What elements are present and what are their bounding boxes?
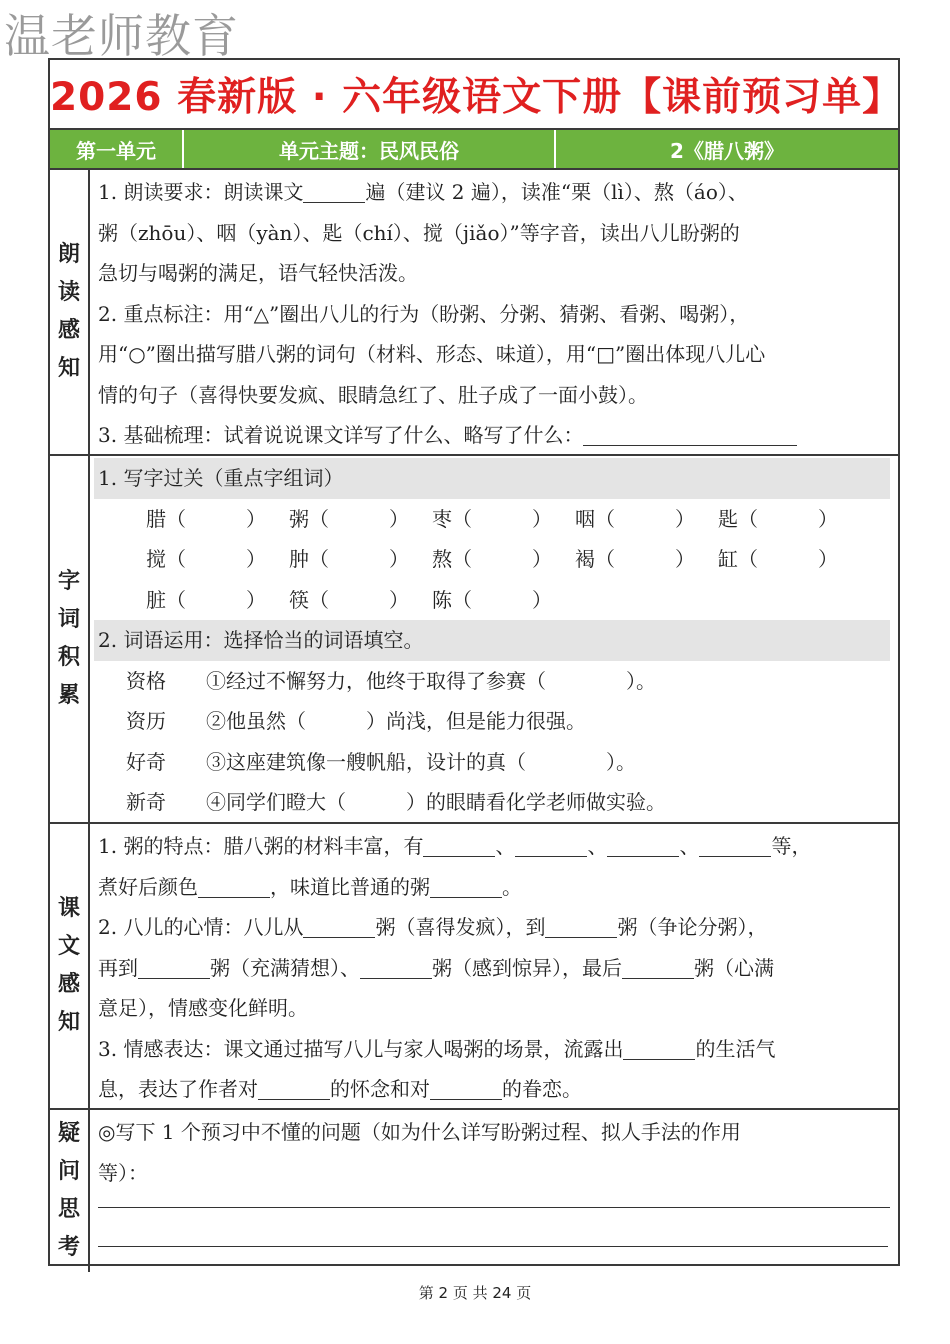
lesson-label: 2《腊八粥》 xyxy=(670,138,784,163)
word-pair-row xyxy=(98,782,890,823)
char-item[interactable]: 缸（ ） xyxy=(718,547,838,571)
question-label: 疑 问 思 考 xyxy=(50,1110,90,1272)
choice-word: 新奇 xyxy=(126,790,166,814)
char-item[interactable]: 咽（ ） xyxy=(575,506,695,531)
char-item[interactable]: 腊（ ） xyxy=(146,506,266,531)
words-section xyxy=(50,456,898,824)
choice-word: 资格 xyxy=(126,668,166,693)
text-line-5: 意足），情感变化鲜明。 xyxy=(98,996,308,1020)
page-footer: 第 2 页 共 24 页 xyxy=(418,1284,532,1302)
mood-blank[interactable] xyxy=(138,954,210,979)
ingredient-blank[interactable] xyxy=(699,832,771,857)
chars-row-3 xyxy=(98,580,890,621)
text-line-4: 再到 粥（充满猜想）、 粥（感到惊异），最后 粥（心满 xyxy=(98,955,774,980)
text-label: 课 文 感 知 xyxy=(50,824,90,1108)
char-item[interactable]: 陈（ ） xyxy=(432,587,552,612)
summary-blank[interactable] xyxy=(583,421,797,446)
ingredient-blank[interactable] xyxy=(423,832,495,857)
page-title: 2026 春新版 · 六年级语文下册【课前预习单】 xyxy=(50,60,898,130)
text-line-3: 2. 八儿的心情：八儿从 粥（喜得发疯），到 粥（争论分粥）， xyxy=(98,915,768,939)
char-item[interactable]: 匙（ ） xyxy=(718,506,838,531)
unit-label: 第一单元 xyxy=(50,130,184,168)
answer-line[interactable] xyxy=(98,1208,888,1247)
chars-row-1 xyxy=(98,499,890,540)
char-item[interactable]: 筷（ ） xyxy=(289,587,409,612)
question-section xyxy=(50,1110,898,1272)
fill-sentence[interactable]: ①经过不懈努力，他终于取得了参赛（ ）。 xyxy=(206,668,656,693)
char-item[interactable]: 脏（ ） xyxy=(146,587,266,612)
mood-blank[interactable] xyxy=(545,913,617,938)
reading-line-2: 粥（zhōu）、咽（yàn）、匙（chí）、搅（jiǎo）”等字音，读出八儿盼粥的 xyxy=(98,220,740,245)
reading-line-7: 3. 基础梳理：试着说说课文详写了什么、略写了什么： xyxy=(98,415,890,456)
reading-line-4: 2. 重点标注：用“△”圈出八儿的行为（盼粥、分粥、猜粥、看粥、喝粥）， xyxy=(98,301,750,326)
word-pair-row xyxy=(98,661,890,702)
theme-label: 单元主题：民风民俗 xyxy=(184,130,556,168)
emotion-blank[interactable] xyxy=(430,1075,502,1100)
reading-section xyxy=(50,170,898,456)
answer-line[interactable] xyxy=(98,1193,890,1208)
text-line-7: 息，表达了作者对 的怀念和对 的眷恋。 xyxy=(98,1077,582,1101)
words-heading-1: 1. 写字过关（重点字组词） xyxy=(94,458,890,499)
reading-label: 朗 读 感 知 xyxy=(50,170,90,454)
ingredient-blank[interactable] xyxy=(607,832,679,857)
read-times-blank[interactable] xyxy=(303,178,365,203)
text-line-2: 煮好后颜色 ，味道比普通的粥 。 xyxy=(98,874,522,899)
watermark: 温老师教育 xyxy=(4,9,239,63)
char-item[interactable]: 肿（ ） xyxy=(289,547,409,571)
reading-line-3: 急切与喝粥的满足，语气轻快活泼。 xyxy=(98,261,418,285)
emotion-blank[interactable] xyxy=(623,1035,695,1060)
char-item[interactable]: 枣（ ） xyxy=(432,506,552,531)
taste-blank[interactable] xyxy=(430,873,502,898)
reading-line-5: 用“○”圈出描写腊八粥的词句（材料、形态、味道），用“□”圈出体现八儿心 xyxy=(98,342,766,366)
char-item[interactable]: 褐（ ） xyxy=(575,547,695,571)
preview-sheet xyxy=(48,58,903,1266)
header-bar xyxy=(50,130,898,170)
word-pair-row xyxy=(98,742,890,783)
fill-sentence[interactable]: ③这座建筑像一艘帆船，设计的真（ ）。 xyxy=(206,749,636,774)
text-line-6: 3. 情感表达：课文通过描写八儿与家人喝粥的场景，流露出 的生活气 xyxy=(98,1036,776,1061)
words-heading-2: 2. 词语运用：选择恰当的词语填空。 xyxy=(94,620,890,661)
char-item[interactable]: 搅（ ） xyxy=(146,547,266,571)
mood-blank[interactable] xyxy=(622,954,694,979)
text-section xyxy=(50,824,898,1110)
text-line-1: 1. 粥的特点：腊八粥的材料丰富，有 、 、 、 等， xyxy=(98,834,812,858)
char-item[interactable]: 粥（ ） xyxy=(289,506,409,531)
ingredient-blank[interactable] xyxy=(515,832,587,857)
mood-blank[interactable] xyxy=(360,954,432,979)
fill-sentence[interactable]: ②他虽然（ ）尚浅，但是能力很强。 xyxy=(206,709,586,733)
mood-blank[interactable] xyxy=(303,913,375,938)
emotion-blank[interactable] xyxy=(258,1075,330,1100)
word-pair-row xyxy=(98,701,890,742)
fill-sentence[interactable]: ④同学们瞪大（ ）的眼睛看化学老师做实验。 xyxy=(206,790,666,814)
words-label: 字 词 积 累 xyxy=(50,456,90,822)
reading-line-6: 情的句子（喜得快要发疯、眼睛急红了、肚子成了一面小鼓）。 xyxy=(98,382,648,407)
color-blank[interactable] xyxy=(198,873,270,898)
question-line-1: ◎写下 1 个预习中不懂的问题（如为什么详写盼粥过程、拟人手法的作用 xyxy=(98,1120,741,1144)
question-line-2: 等）： xyxy=(98,1160,148,1185)
char-item[interactable]: 熬（ ） xyxy=(432,547,552,571)
reading-line-1: 1. 朗读要求：朗读课文 遍（建议 2 遍），读准“栗（lì）、熬（áo）、 xyxy=(98,180,748,204)
chars-row-2 xyxy=(98,539,890,580)
choice-word: 好奇 xyxy=(126,749,166,774)
choice-word: 资历 xyxy=(126,709,166,733)
